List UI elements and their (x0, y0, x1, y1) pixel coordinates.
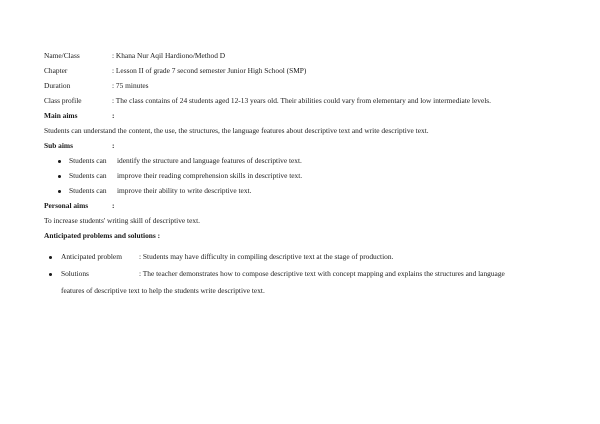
anticipated-heading: Anticipated problems and solutions : (44, 231, 161, 240)
sub-aim-text: improve their reading comprehension skills in descriptive text. (117, 171, 303, 180)
bullet-icon (58, 175, 61, 178)
main-aims-heading: Main aims (44, 111, 78, 120)
bullet-icon (58, 190, 61, 193)
sub-aims-heading: Sub aims (44, 141, 73, 150)
main-aims-text: Students can understand the content, the use, the structures, the language features about descriptive text and write descriptive text. (44, 126, 429, 135)
class-profile-label: Class profile (44, 96, 82, 105)
chapter-label: Chapter (44, 66, 68, 75)
sub-aim-text: improve their ability to write descriptive text. (117, 186, 252, 195)
sub-aim-lead: Students can (69, 171, 107, 180)
anticipated-problem-label: Anticipated problem (61, 252, 122, 261)
sub-aim-lead: Students can (69, 186, 107, 195)
sub-aims-colon: : (112, 141, 115, 150)
solutions-text-continuation: features of descriptive text to help the students write descriptive text. (61, 286, 265, 295)
sub-aim-lead: Students can (69, 156, 107, 165)
bullet-icon (49, 256, 52, 259)
class-profile-value: : The class contains of 24 students aged 12-13 years old. Their abilities could vary from elementary and low intermediate levels. (112, 96, 492, 105)
sub-aim-text: identify the structure and language features of descriptive text. (117, 156, 302, 165)
name-class-label: Name/Class (44, 51, 80, 60)
main-aims-colon: : (112, 111, 115, 120)
name-class-value: : Khana Nur Aqil Hardiono/Method D (112, 51, 226, 60)
personal-aims-heading: Personal aims (44, 201, 89, 210)
bullet-icon (58, 160, 61, 163)
anticipated-problem-text: : Students may have difficulty in compiling descriptive text at the stage of production. (139, 252, 394, 261)
duration-label: Duration (44, 81, 71, 90)
personal-aims-text: To increase students' writing skill of descriptive text. (44, 216, 200, 225)
personal-aims-colon: : (112, 201, 115, 210)
duration-value: : 75 minutes (112, 81, 149, 90)
solutions-label: Solutions (61, 269, 89, 278)
chapter-value: : Lesson II of grade 7 second semester Junior High School (SMP) (112, 66, 307, 75)
solutions-text: : The teacher demonstrates how to compose descriptive text with concept mapping and explains the structures and language (139, 269, 505, 278)
bullet-icon (49, 273, 52, 276)
